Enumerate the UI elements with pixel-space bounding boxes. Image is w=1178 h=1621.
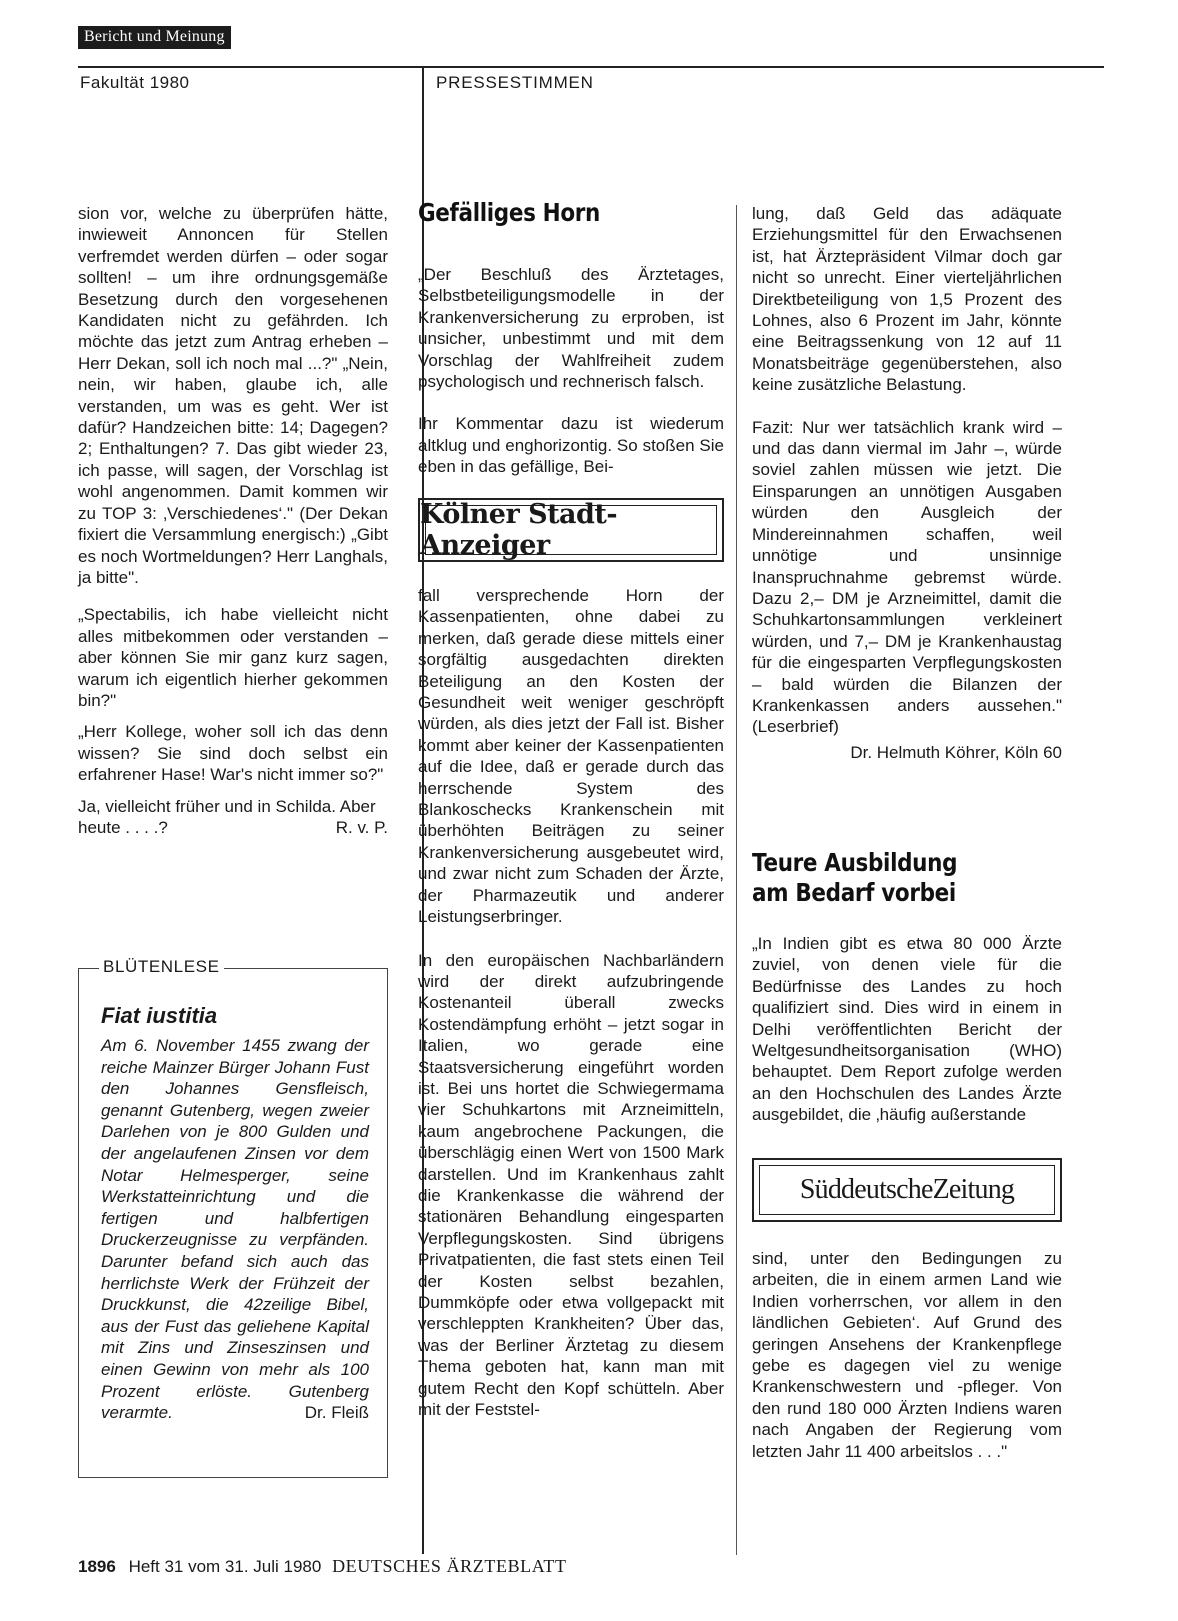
bluetenlese-box xyxy=(78,957,388,1478)
page-number: 1896 xyxy=(78,1557,116,1576)
paragraph: lung, daß Geld das adäquate Erziehungsmittel für den Erwachsenen ist, hat Ärztepräsident Vilmar doch gar nicht so unrecht. Einer vierteljährlichen Direktbeteiligung von 1,5 Prozent des Lohnes, also 6 Prozent im Jahr, könnte eine Beitragssenkung von 12 auf 11 Monatsbeiträge gegenüberstehen, also keine zusätzliche Belastung. xyxy=(752,204,1062,395)
paragraph: Fazit: Nur wer tatsächlich krank wird – und das dann viermal im Jahr –, würde soviel zahlen müssen wie jetzt. Die Einsparungen an unnötigen Ausgaben würden den Ausgleich der Mindereinnahmen schaffen, weil unnötige und unsinnige Inanspruchnahme gebremst würde. Dazu 2,– DM je Arzneimittel, damit die Schuhkartonsammlungen verkleinert würden, und 7,– DM je Krankenhaustag für die eingesparten Verpflegungskosten – bald würden die Bilanzen der Krankenkassen anders aussehen." (Leserbrief) xyxy=(752,417,1062,737)
article2-body xyxy=(752,1248,1062,1472)
paragraph: „Spectabilis, ich habe vielleicht nicht alles mitbekommen oder verstanden – aber können Sie mir ganz kurz sagen, warum ich eigentlich hierher gekommen bin?" xyxy=(78,605,388,710)
signature: Dr. Helmuth Köhrer, Köln 60 xyxy=(850,742,1062,762)
paragraph: fall versprechende Horn der Kassenpatienten, ohne dabei zu merken, daß gerade diese mittels einer sorgfältig ausgedachten direkten Beteiligung an den Kosten der Gesundheit weit weniger geschröpft würden, als dies jetzt der Fall ist. Bisher kommt aber keiner der Kassenpatienten auf die Idee, daß er gerade durch das herrschende System des Blankoschecks Krankenschein mit überhöhten Beiträgen zu seiner Krankenversicherung ausgebeutet wird, und zwar nicht zum Schaden der Ärzte, der Pharmazeutik und anderer Leistungserbringer. xyxy=(418,586,724,927)
article-body xyxy=(418,585,724,1430)
paragraph: Ja, vielleicht früher und in Schilda. Aber heute . . . .? xyxy=(78,796,376,837)
right-section-label: PRESSESTIMMEN xyxy=(436,73,594,92)
section-tag: Bericht und Meinung xyxy=(78,26,231,49)
journal-name: DEUTSCHES ÄRZTEBLATT xyxy=(332,1556,567,1576)
article-headline-2: Teure Ausbildung am Bedarf vorbei xyxy=(752,848,958,907)
paragraph: „In Indien gibt es etwa 80 000 Ärzte zuviel, von denen viele für die Bedürfnisse des Landes zu hoch qualifiziert sind. Dies wird in einem in Delhi veröffentlichten Bericht der Weltgesundheitsorganisation (WHO) behauptet. Dem Report zufolge werden an den Hochschulen des Landes Ärzte ausgebildet, die ‚häufig außerstande xyxy=(752,934,1062,1125)
newspaper-logo-sz xyxy=(752,1158,1062,1222)
page-footer xyxy=(78,1556,567,1577)
paragraph: „Der Beschluß des Ärztetages, Selbstbeteiligungsmodelle in der Krankenversicherung zu erproben, ist unsicher, unbestimmt und mit dem Vorschlag der Wahlfreiheit zudem psychologisch und rechnerisch falsch. xyxy=(418,265,724,392)
paragraph: Ihr Kommentar dazu ist wiederum altklug und enghorizontig. So stoßen Sie eben in das gefällige, Bei- xyxy=(418,414,724,477)
box-signature: Dr. Fleiß xyxy=(304,1403,369,1423)
paragraph: sion vor, welche zu überprüfen hätte, inwieweit Annoncen für Stellen verfremdet werden dürfen – oder sogar sollten! – um ihre ordnungsgemäße Besetzung durch den vorgesehenen Kandidaten nicht zu gefährden. Ich möchte das jetzt zum Antrag erheben – Herr Dekan, soll ich noch mal ...?" „Nein, nein, wir haben, glaube ich, alle verstanden, um was es geht. Wer ist dafür? Handzeichen bitte: 14; Dagegen? 2; Enthaltungen? 7. Das gibt wieder 23, ich passe, will sagen, der Vorschlag ist wohl angenommen. Damit kommen wir zu TOP 3: ‚Verschiedenes‘." (Der Dekan fixiert die Versammlung energisch:) „Gibt es noch Wortmeldungen? Herr Langhals, ja bitte". xyxy=(78,204,388,587)
column-divider-thin xyxy=(736,205,737,1555)
article2-intro xyxy=(752,933,1062,1136)
logo-text: SüddeutscheZeitung xyxy=(799,1174,1015,1205)
paragraph: In den europäischen Nachbarländern wird der direkt aufzubringende Kostenanteil überall zwecks Kostendämpfung erhöht – jetzt sogar in Italien, wo gerade eine Staatsversicherung eingeführt worden ist. Bei uns hortet die Schwiegermama vier Schuhkartons mit Arzneimitteln, kaum angebrochene Packungen, die überschlägig einen Wert von 1500 Mark darstellen. Und im Krankenhaus zahlt die Krankenkasse die während der stationären Behandlung eingesparten Verpflegungskosten. Sind übrigens Privatpatienten, die fast stets einen Teil der Kosten selbst bezahlen, Dummköpfe oder etwa vollgepackt mit verschleppten Krankheiten? Über das, was der Berliner Ärztetag zu diesem Thema geboten hat, kann man mit gutem Recht den Kopf schütteln. Aber mit der Feststel- xyxy=(418,950,724,1420)
issue-info: Heft 31 vom 31. Juli 1980 xyxy=(128,1557,322,1576)
newspaper-logo-ksa xyxy=(418,498,724,562)
box-body: Am 6. November 1455 zwang der reiche Mainzer Bürger Johann Fust den Johannes Gensfleisch, genannt Gutenberg, wegen zweier Darlehen von je 800 Gulden und der angelaufenen Zinsen vor dem Notar Helmesperger, seine Werkstatteinrichtung und die fertigen und halbfertigen Druckerzeugnisse zu verpfänden. Darunter befand sich auch das herrlichste Werk der Frühzeit der Druckkunst, die 42zeilige Bibel, aus der Fust das geliehene Kapital mit Zins und Zinseszinsen und einen Gewinn von mehr als 100 Prozent erlöste. Gutenberg verarmte. xyxy=(101,1036,369,1423)
box-label: BLÜTENLESE xyxy=(99,957,224,977)
paragraph: sind, unter den Bedingungen zu arbeiten, die in einem armen Land wie Indien vorherrschen, vor allem in den ländlichen Gebieten‘. Auf Grund des geringen Ansehens der Krankenpflege gebe es dagegen viel zu wenige Krankenschwestern und -pfleger. Von den rund 180 000 Ärzten Indiens waren nach Angaben der Regierung vom letzten Jahr 11 400 arbeitslos . . ." xyxy=(752,1249,1062,1461)
left-section-label: Fakultät 1980 xyxy=(80,73,190,92)
article-continuation xyxy=(752,203,1062,763)
box-title: Fiat iustitia xyxy=(101,1003,218,1028)
box-text xyxy=(101,1035,369,1424)
logo-text: Kölner Stadt-Anzeiger xyxy=(420,499,618,561)
signature: R. v. P. xyxy=(335,818,388,838)
left-column xyxy=(78,203,388,839)
article-intro xyxy=(418,264,724,488)
article-headline: Gefälliges Horn xyxy=(418,198,600,227)
header-rule xyxy=(78,66,1104,68)
paragraph: „Herr Kollege, woher soll ich das denn wissen? Sie sind doch selbst ein erfahrener Hase! War's nicht immer so?" xyxy=(78,722,388,785)
